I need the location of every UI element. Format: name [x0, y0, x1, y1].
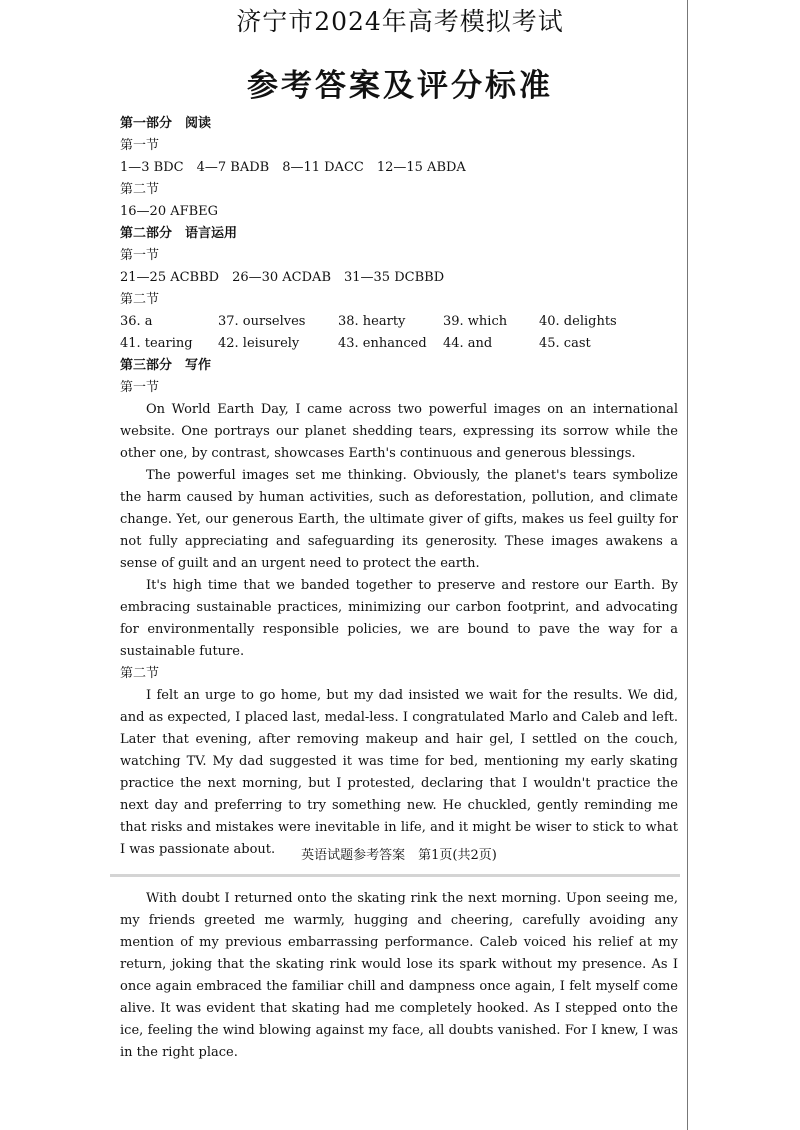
part2-section1-label: 第一节	[120, 248, 160, 263]
fill-answer: 40. delights	[539, 314, 617, 329]
answer-key-page2	[120, 888, 678, 1064]
fill-answer: 38. hearty	[338, 314, 406, 329]
page-footer: 英语试题参考答案 第1页(共2页)	[301, 848, 497, 863]
part3-section1-label: 第一节	[120, 380, 160, 395]
exam-title: 济宁市2024年高考模拟考试	[236, 7, 564, 36]
part2-section2-label: 第二节	[120, 292, 160, 307]
essay2-paragraph-1: I felt an urge to go home, but my dad insisted we wait for the results. We did, and as expected, I placed last, medal-less. I congratulated Marlo and Caleb and left. Later that evening, after removing makeup and hair gel, I settled on the couch, watching TV. My dad suggested it was time for bed, mentioning my early skating practice the next morning, but I protested, declaring that I wouldn't practice the next day and preferring to try something new. He chuckled, gently reminding me that risks and mistakes were inevitable in life, and it might be wiser to stick to what I was passionate about.	[120, 688, 678, 857]
fill-answer: 45. cast	[539, 336, 591, 351]
page-divider	[110, 874, 680, 877]
part1-heading: 第一部分 阅读	[120, 116, 212, 131]
fill-answer: 43. enhanced	[338, 336, 427, 351]
part2-heading: 第二部分 语言运用	[120, 226, 238, 241]
part2-section1-answers: 21—25 ACBBD 26—30 ACDAB 31—35 DCBBD	[120, 270, 445, 285]
part3-section2-label: 第二节	[120, 666, 160, 681]
part1-section1-answers: 1—3 BDC 4—7 BADB 8—11 DACC 12—15 ABDA	[120, 160, 466, 175]
part1-section1-label: 第一节	[120, 138, 160, 153]
fill-answers-row-2	[120, 333, 678, 355]
document-title: 参考答案及评分标准	[247, 68, 553, 104]
fill-answer: 36. a	[120, 314, 153, 329]
part1-section2-answers: 16—20 AFBEG	[120, 204, 219, 219]
part1-section2-label: 第二节	[120, 182, 160, 197]
essay1-paragraph: The powerful images set me thinking. Obviously, the planet's tears symbolize the harm caused by human activities, such as deforestation, pollution, and climate change. Yet, our generous Earth, the ultimate giver of gifts, makes us feel guilty for not fully appreciating and safeguarding its generosity. These images awakens a sense of guilt and an urgent need to protect the earth.	[120, 468, 678, 571]
essay1-paragraph: On World Earth Day, I came across two powerful images on an international website. One portrays our planet shedding tears, expressing its sorrow while the other one, by contrast, showcases Earth's continuous and generous blessings.	[120, 402, 678, 461]
answer-key-page1	[120, 113, 678, 861]
part3-heading: 第三部分 写作	[120, 358, 212, 373]
essay2-paragraph-2: With doubt I returned onto the skating rink the next morning. Upon seeing me, my friends greeted me warmly, hugging and cheering, carefully avoiding any mention of my previous embarrassing performance. Caleb voiced his relief at my return, joking that the skating rink would lose its spark without my presence. As I once again embraced the familiar chill and dampness once again, I felt myself come alive. It was evident that skating had me completely hooked. As I stepped onto the ice, feeling the wind blowing against my face, all doubts vanished. For I knew, I was in the right place.	[120, 891, 678, 1060]
fill-answers-row-1	[120, 311, 678, 333]
fill-answer: 39. which	[443, 314, 508, 329]
page-edge-rule	[687, 0, 688, 1130]
essay1-paragraph: It's high time that we banded together to preserve and restore our Earth. By embracing sustainable practices, minimizing our carbon footprint, and advocating for environmentally responsible policies, we are bound to pave the way for a sustainable future.	[120, 578, 678, 659]
fill-answer: 41. tearing	[120, 336, 193, 351]
fill-answer: 42. leisurely	[218, 336, 300, 351]
fill-answer: 37. ourselves	[218, 314, 306, 329]
fill-answer: 44. and	[443, 336, 493, 351]
